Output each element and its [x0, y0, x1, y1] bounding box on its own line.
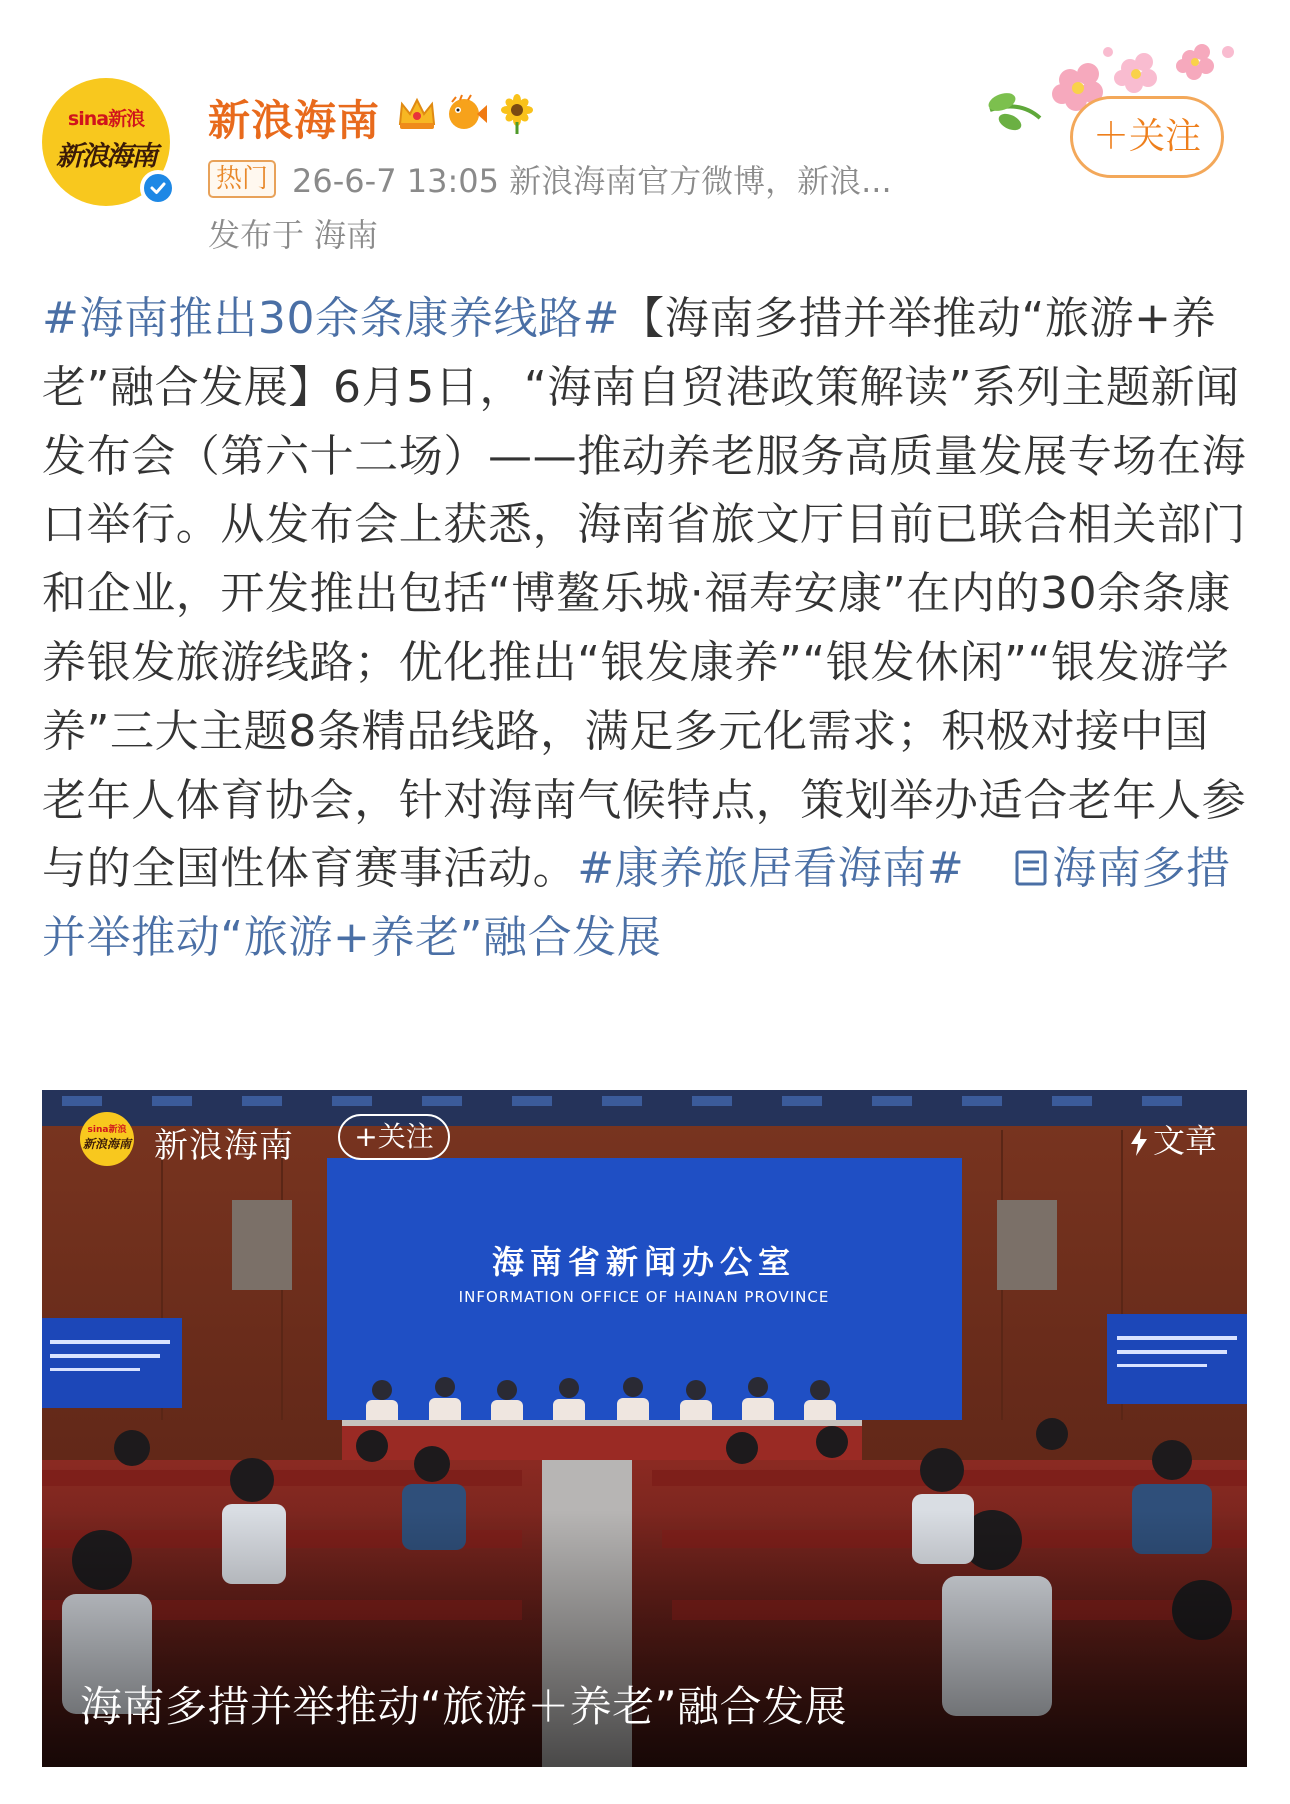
card-type-label — [1129, 1116, 1217, 1162]
post-body: 【海南多措并举推动“旅游+养老”融合发展】6月5日，“海南自贸港政策解读”系列主题新闻发布会（第六十二场）——推动养老服务高质量发展专场在海口举行。从发布会上获悉，海南省旅文厅目前已联合相关部门和企业，开发推出包括“博鳌乐城·福寿安康”在内的30余条康养银发旅游线路；优化推出“银发康养”“银发休闲”“银发游学养”三大主题8条精品线路，满足多元化需求；积极对接中国老年人体育协会，针对海南气候特点，策划举办适合老年人参与的全国性体育赛事活动。 — [42, 293, 1247, 895]
card-avatar-brand: sina新浪 — [87, 1125, 127, 1135]
follow-area — [980, 40, 1250, 180]
backdrop-subtitle: INFORMATION OFFICE OF HAINAN PROVINCE — [458, 1288, 830, 1306]
location-value: 海南 — [314, 216, 379, 254]
location-prefix: 发布于 — [208, 216, 305, 254]
topic-link-2[interactable]: #康养旅居看海南# — [577, 843, 965, 895]
lightning-icon — [1129, 1128, 1149, 1156]
follow-button[interactable]: ＋关注 — [1070, 96, 1224, 178]
topic-link-1[interactable]: #海南推出30余条康养线路# — [42, 293, 621, 344]
card-type-text: 文章 — [1152, 1122, 1217, 1160]
press-conference-photo — [42, 1090, 1247, 1767]
card-account-name[interactable]: 新浪海南 — [154, 1126, 294, 1166]
card-author-avatar[interactable] — [80, 1112, 134, 1166]
post-time-source: 26-6-7 13:05 新浪海南官方微博，新浪... — [292, 162, 892, 200]
post-header — [0, 0, 1290, 260]
avatar-brand-logo: sina新浪 — [67, 108, 145, 130]
member-badges — [396, 90, 546, 136]
author-name[interactable]: 新浪海南 — [208, 96, 381, 145]
post-location — [208, 210, 378, 256]
card-follow-button[interactable]: +关注 — [338, 1114, 450, 1160]
article-link-icon[interactable] — [1014, 849, 1048, 887]
post-content — [42, 285, 1252, 973]
card-caption: 海南多措并举推动“旅游＋养老”融合发展 — [80, 1682, 848, 1731]
article-card[interactable] — [42, 1090, 1247, 1767]
sunflower-badge-icon — [498, 94, 536, 134]
hot-badge: 热门 — [208, 160, 276, 198]
verified-icon — [140, 170, 176, 206]
post-meta — [208, 156, 892, 200]
avatar-script-logo: 新浪海南 — [56, 141, 156, 172]
backdrop-title: 海南省新闻办公室 — [491, 1243, 797, 1281]
crown-badge-icon — [396, 94, 438, 132]
fish-badge-icon — [444, 94, 488, 134]
article-link-text[interactable]: 海南多措并举推动“旅游+养老”融合发展 — [42, 843, 1231, 964]
card-avatar-script: 新浪海南 — [82, 1137, 131, 1151]
